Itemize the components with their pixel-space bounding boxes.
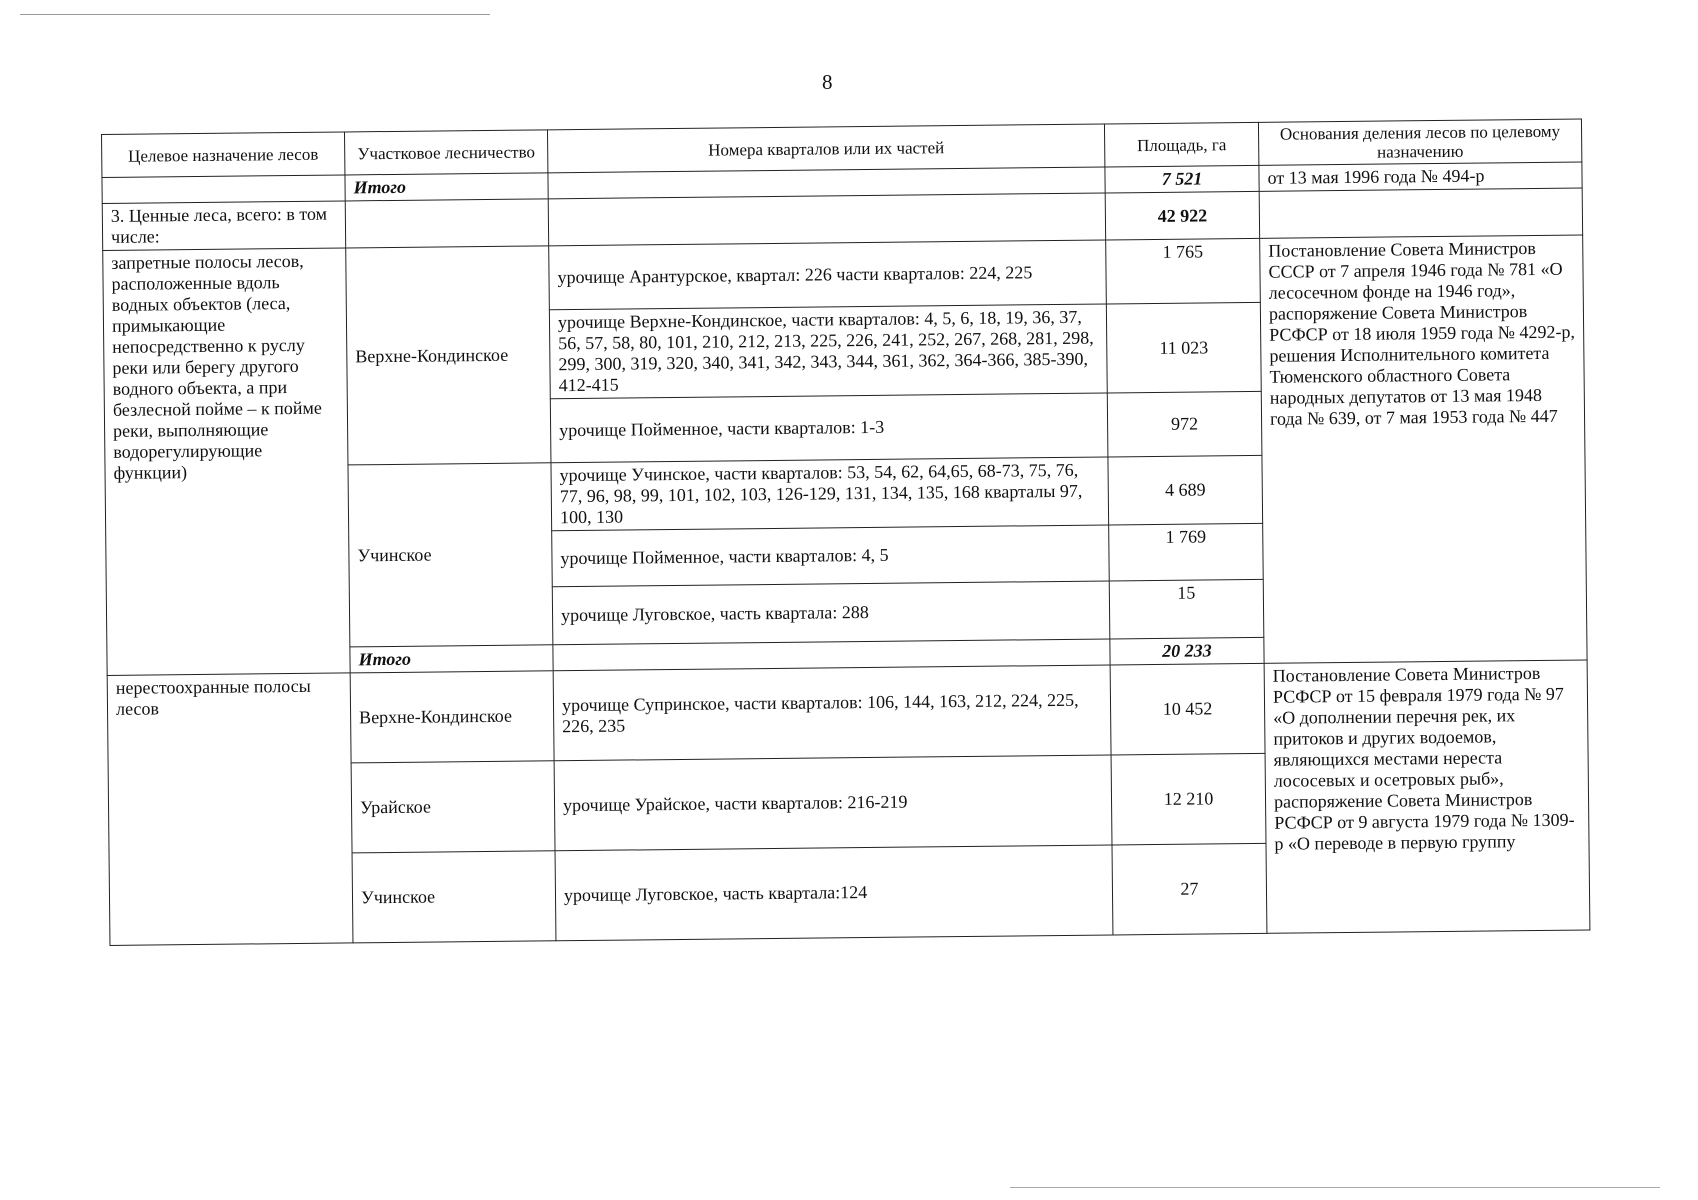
carry-basis: от 13 мая 1996 года № 494-р (1259, 162, 1582, 191)
area-cell: 11 023 (1106, 302, 1261, 393)
area-cell: 1 769 (1109, 523, 1264, 581)
total-label: Итого (345, 173, 548, 201)
zapret-basis: Постановление Совета Министров СССР от 7 апреля 1946 года № 781 «О лесосечном фонде на 1946 год», распоряжение Совета Министров РСФСР от 18 июля 1959 года № 4292-р, решения Исполнительного комитета Тюменского областного Совета народных депутатов от 13 мая 1948 года № 639, от 7 мая 1953 года № 447 (1260, 235, 1587, 663)
spawning-purpose: нерестоохранные полосы лесов (107, 673, 353, 946)
quarters-cell: урочище Верхне-Кондинское, части кварталов: 4, 5, 6, 18, 19, 36, 37, 56, 57, 58, 80, 101, 210, 212, 213, 225, 226, 241, 252, 267, 268, 281, 298, 299, 300, 319, 320, 340, 341, 342, 343, 344, 361, 362, 364-366, 385-390, 412-415 (549, 304, 1107, 399)
scan-artifact-line (20, 14, 490, 15)
header-quarters: Номера кварталов или их частей (547, 124, 1104, 173)
area-cell: 12 210 (1111, 753, 1266, 845)
forestry-name: Урайское (351, 761, 555, 853)
valuable-forests-area: 42 922 (1105, 191, 1259, 240)
forest-purpose-table (101, 118, 1590, 945)
scan-artifact-line (1010, 1187, 1660, 1188)
forestry-name: Учинское (348, 463, 553, 647)
table-row (107, 660, 1588, 765)
valuable-forests-label: 3. Ценные леса, всего: в том числе: (102, 201, 345, 251)
quarters-cell: урочище Супринское, части кварталов: 106, 144, 163, 212, 224, 225, 226, 235 (553, 665, 1111, 761)
forestry-name: Верхне-Кондинское (346, 246, 551, 465)
quarters-cell: урочище Арантурское, квартал: 226 части кварталов: 224, 225 (549, 240, 1107, 310)
forest-purpose-table-wrapper (101, 119, 1589, 946)
area-cell: 4 689 (1108, 455, 1263, 525)
forestry-name: Учинское (352, 851, 556, 943)
quarters-cell: урочище Пойменное, части кварталов: 4, 5 (552, 525, 1110, 587)
header-area: Площадь, га (1104, 122, 1258, 167)
area-cell: 15 (1109, 579, 1264, 639)
quarters-cell: урочище Луговское, часть квартала:124 (555, 845, 1113, 941)
area-cell: 1 765 (1106, 238, 1261, 304)
quarters-cell: урочище Урайское, части кварталов: 216-219 (554, 755, 1112, 851)
header-basis: Основания деления лесов по целевому назначению (1258, 119, 1581, 165)
quarters-cell: урочище Луговское, часть квартала: 288 (552, 581, 1110, 645)
total-label: Итого (350, 645, 553, 673)
header-purpose: Целевое назначение лесов (102, 132, 345, 178)
quarters-cell: урочище Учинское, части кварталов: 53, 54, 62, 64,65, 68-73, 75, 76, 77, 96, 98, 99, 101, 102, 103, 126-129, 131, 134, 135, 168 кварталы 97, 100, 130 (551, 457, 1109, 531)
total-area: 20 233 (1110, 637, 1264, 665)
header-forestry: Участковое лесничество (344, 130, 547, 175)
area-cell: 27 (1112, 843, 1267, 935)
page-number: 8 (822, 70, 833, 94)
spawning-basis: Постановление Совета Министров РСФСР от 15 февраля 1979 года № 97 «О дополнении перечня рек, их притоков и других водоемов, являющихся местами нереста лососевых и осетровых рыб», распоряжение Совета Министров РСФСР от 9 августа 1979 года № 1309-р «О переводе в первую группу (1264, 660, 1590, 933)
total-area: 7 521 (1105, 165, 1259, 193)
forestry-name: Верхне-Кондинское (350, 671, 554, 763)
area-cell: 972 (1107, 391, 1262, 457)
zapret-purpose: запретные полосы лесов, расположенные вдоль водных объектов (леса, примыкающие непосредственно к руслу реки или берегу другого водного объекта, а при безлесной пойме – к пойме реки, выполняющие водорегулирующие функции) (103, 248, 350, 676)
area-cell: 10 452 (1110, 663, 1265, 755)
quarters-cell: урочище Пойменное, части кварталов: 1-3 (550, 393, 1108, 463)
